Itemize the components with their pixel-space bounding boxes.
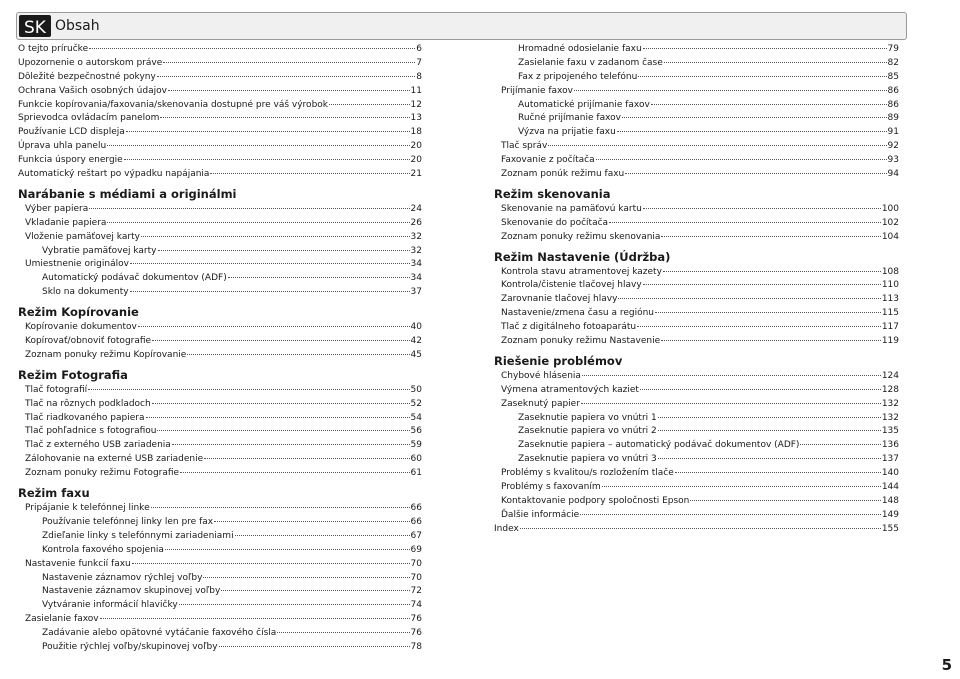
toc-entry-page: 124 bbox=[881, 370, 899, 381]
toc-entry-page: 86 bbox=[887, 85, 899, 96]
toc-entry[interactable] bbox=[494, 425, 899, 439]
toc-entry-page: 12 bbox=[410, 99, 422, 110]
toc-entry-page: 117 bbox=[881, 322, 899, 333]
toc-entry[interactable] bbox=[494, 112, 899, 126]
toc-section-heading: Režim Kopírovanie bbox=[18, 305, 139, 320]
toc-entry[interactable] bbox=[18, 398, 422, 412]
toc-entry[interactable] bbox=[494, 168, 899, 182]
toc-entry-title: Hromadné odosielanie faxu bbox=[518, 44, 642, 54]
toc-section-heading: Režim skenovania bbox=[494, 186, 611, 201]
toc-entry-page: 66 bbox=[410, 516, 422, 527]
toc-entry-page: 11 bbox=[410, 85, 422, 96]
dot-leader bbox=[151, 507, 410, 508]
toc-entry[interactable] bbox=[18, 231, 422, 245]
toc-entry[interactable] bbox=[18, 335, 422, 349]
toc-entry-page: 78 bbox=[410, 641, 422, 652]
toc-entry[interactable] bbox=[494, 154, 899, 168]
dot-leader bbox=[690, 500, 880, 501]
toc-entry[interactable] bbox=[494, 99, 899, 113]
toc-entry-title: Tlač na rôznych podkladoch bbox=[25, 398, 151, 409]
toc-entry[interactable] bbox=[494, 266, 899, 280]
toc-entry-title: Zaseknutie papiera vo vnútri 1 bbox=[518, 412, 657, 423]
toc-entry-page: 60 bbox=[410, 454, 422, 465]
toc-entry-title: Tlač riadkovaného papiera bbox=[25, 412, 145, 423]
toc-entry-page: 42 bbox=[410, 336, 422, 347]
toc-entry[interactable] bbox=[18, 258, 422, 272]
toc-entry-page: 76 bbox=[410, 614, 422, 625]
toc-entry-page: 102 bbox=[881, 217, 899, 228]
toc-entry-page: 45 bbox=[410, 349, 422, 360]
toc-entry-title: Zoznam ponuky režimu skenovania bbox=[501, 231, 661, 242]
toc-entry-title: Fax z pripojeného telefónu bbox=[518, 71, 638, 82]
toc-entry-page: 93 bbox=[887, 155, 899, 166]
dot-leader bbox=[520, 528, 881, 529]
toc-entry-title: Nastavenie záznamov skupinovej voľby bbox=[42, 586, 221, 597]
dot-leader bbox=[152, 340, 409, 341]
toc-entry-page: 56 bbox=[410, 426, 422, 437]
toc-entry[interactable] bbox=[494, 321, 899, 335]
toc-entry[interactable] bbox=[494, 495, 899, 509]
toc-entry-page: 128 bbox=[881, 384, 899, 395]
dot-leader bbox=[618, 298, 880, 299]
dot-leader bbox=[800, 444, 880, 445]
toc-entry-title: Vytváranie informácií hlavičky bbox=[42, 600, 178, 611]
dot-leader bbox=[548, 145, 886, 146]
dot-leader bbox=[602, 486, 881, 487]
toc-entry-title: Zadávanie alebo opätovné vytáčanie faxového čísla bbox=[42, 628, 277, 639]
toc-entry-title: Sprievodca ovládacím panelom bbox=[18, 113, 160, 124]
toc-entry-title: Kontaktovanie podpory spoločnosti Epson bbox=[501, 495, 690, 506]
toc-entry-page: 32 bbox=[410, 231, 422, 242]
toc-entry-title: Zoznam ponuky režimu Kopírovanie bbox=[25, 349, 187, 360]
toc-entry-title: Nastavenie/zmena času a regiónu bbox=[501, 308, 654, 319]
toc-entry[interactable] bbox=[494, 43, 899, 57]
toc-entry-title: Tlač z externého USB zariadenia bbox=[25, 440, 171, 451]
toc-entry-page: 110 bbox=[881, 280, 899, 291]
dot-leader bbox=[658, 417, 881, 418]
toc-entry[interactable] bbox=[18, 516, 422, 530]
toc-entry-title: Kontrola faxového spojenia bbox=[42, 544, 164, 555]
toc-entry-page: 74 bbox=[410, 600, 422, 611]
toc-entry[interactable] bbox=[18, 321, 422, 335]
toc-entry-title: Použitie rýchlej voľby/skupinovej voľby bbox=[42, 641, 218, 652]
toc-entry-title: Kopírovanie dokumentov bbox=[25, 322, 137, 333]
toc-entry-title: Zdieľanie linky s telefónnymi zariadeniami bbox=[42, 530, 234, 541]
toc-entry[interactable] bbox=[494, 523, 899, 537]
toc-entry-page: 69 bbox=[410, 544, 422, 555]
dot-leader bbox=[329, 104, 410, 105]
toc-entry-page: 61 bbox=[410, 468, 422, 479]
toc-entry[interactable] bbox=[494, 85, 899, 99]
toc-entry-title: Ďalšie informácie bbox=[501, 509, 580, 520]
toc-entry-page: 26 bbox=[410, 217, 422, 228]
dot-leader bbox=[157, 76, 415, 77]
toc-entry-page: 54 bbox=[410, 412, 422, 423]
toc-entry-title: Zálohovanie na externé USB zariadenie bbox=[25, 454, 204, 465]
toc-entry[interactable] bbox=[494, 481, 899, 495]
dot-leader bbox=[651, 104, 887, 105]
dot-leader bbox=[658, 430, 881, 431]
dot-leader bbox=[180, 472, 409, 473]
toc-entry-title: Problémy s kvalitou/s rozložením tlače bbox=[501, 468, 674, 479]
toc-entry-title: Tlač správ bbox=[501, 141, 548, 152]
toc-entry[interactable] bbox=[494, 509, 899, 523]
toc-section-heading: Narábanie s médiami a originálmi bbox=[18, 186, 237, 201]
dot-leader bbox=[172, 444, 410, 445]
toc-entry-page: 115 bbox=[881, 308, 899, 319]
toc-entry-title: O tejto príručke bbox=[18, 44, 89, 54]
toc-entry-title: Zoznam ponúk režimu faxu bbox=[501, 169, 625, 180]
toc-entry[interactable] bbox=[494, 335, 899, 349]
toc-entry-page: 94 bbox=[887, 169, 899, 180]
dot-leader bbox=[622, 117, 887, 118]
dot-leader bbox=[640, 389, 881, 390]
toc-entry-title: Index bbox=[494, 523, 519, 534]
toc-section-heading: Režim Fotografia bbox=[18, 367, 128, 382]
dot-leader bbox=[165, 549, 410, 550]
toc-entry-title: Zaseknutie papiera vo vnútri 2 bbox=[518, 426, 657, 437]
toc-entry-page: 52 bbox=[410, 398, 422, 409]
toc-entry-page: 34 bbox=[410, 259, 422, 270]
toc-entry-page: 8 bbox=[416, 71, 422, 82]
toc-entry-title: Pripájanie k telefónnej linke bbox=[25, 503, 150, 514]
dot-leader bbox=[203, 577, 409, 578]
toc-entry-page: 119 bbox=[881, 336, 899, 347]
toc-entry-page: 6 bbox=[416, 44, 422, 54]
dot-leader bbox=[88, 389, 409, 390]
toc-entry-page: 82 bbox=[887, 57, 899, 68]
toc-entry[interactable] bbox=[494, 412, 899, 426]
toc-column-right bbox=[494, 43, 899, 537]
toc-entry-page: 59 bbox=[410, 440, 422, 451]
toc-entry[interactable] bbox=[18, 43, 422, 57]
toc-entry[interactable] bbox=[494, 307, 899, 321]
toc-entry[interactable] bbox=[494, 203, 899, 217]
toc-entry[interactable] bbox=[18, 168, 422, 182]
toc-entry[interactable] bbox=[18, 112, 422, 126]
toc-entry[interactable] bbox=[18, 217, 422, 231]
toc-entry-title: Umiestnenie originálov bbox=[25, 259, 129, 270]
toc-entry-title: Funkcia úspory energie bbox=[18, 155, 123, 166]
toc-entry-title: Zaseknutie papiera – automatický podávač dokumentov (ADF) bbox=[518, 440, 800, 451]
dot-leader bbox=[168, 90, 410, 91]
toc-column-left bbox=[18, 43, 422, 655]
toc-entry[interactable] bbox=[18, 502, 422, 516]
toc-entry[interactable] bbox=[18, 245, 422, 259]
page-number: 5 bbox=[941, 656, 952, 674]
toc-entry-page: 20 bbox=[410, 141, 422, 152]
dot-leader bbox=[138, 326, 410, 327]
dot-leader bbox=[228, 277, 410, 278]
toc-entry-title: Nastavenie záznamov rýchlej voľby bbox=[42, 572, 203, 583]
toc-entry-title: Skenovanie do počítača bbox=[501, 217, 609, 228]
dot-leader bbox=[157, 430, 409, 431]
dot-leader bbox=[663, 271, 881, 272]
toc-entry-title: Tlač pohľadnice s fotografiou bbox=[25, 426, 157, 437]
dot-leader bbox=[179, 604, 410, 605]
toc-entry[interactable] bbox=[18, 412, 422, 426]
toc-entry-title: Nastavenie funkcií faxu bbox=[25, 558, 131, 569]
toc-entry[interactable] bbox=[18, 558, 422, 572]
toc-entry-page: 21 bbox=[410, 169, 422, 180]
toc-entry-title: Chybové hlásenia bbox=[501, 370, 581, 381]
toc-entry-page: 137 bbox=[881, 454, 899, 465]
dot-leader bbox=[158, 250, 410, 251]
dot-leader bbox=[661, 236, 880, 237]
toc-entry-title: Kontrola stavu atramentovej kazety bbox=[501, 266, 662, 277]
toc-entry[interactable] bbox=[494, 467, 899, 481]
toc-entry[interactable] bbox=[494, 453, 899, 467]
dot-leader bbox=[643, 48, 887, 49]
toc-entry[interactable] bbox=[18, 126, 422, 140]
toc-entry-title: Používanie LCD displeja bbox=[18, 127, 125, 138]
toc-entry-title: Kontrola/čistenie tlačovej hlavy bbox=[501, 280, 642, 291]
toc-entry-page: 13 bbox=[410, 113, 422, 124]
dot-leader bbox=[277, 632, 409, 633]
toc-entry-title: Automatický podávač dokumentov (ADF) bbox=[42, 273, 227, 284]
toc-entry[interactable] bbox=[494, 279, 899, 293]
toc-entry-title: Tlač fotografií bbox=[25, 384, 88, 395]
dot-leader bbox=[661, 340, 881, 341]
toc-entry-title: Problémy s faxovaním bbox=[501, 482, 601, 493]
toc-entry-page: 132 bbox=[881, 398, 899, 409]
dot-leader bbox=[152, 403, 410, 404]
dot-leader bbox=[204, 458, 409, 459]
toc-entry[interactable] bbox=[18, 85, 422, 99]
toc-entry-title: Kopírovať/obnoviť fotografie bbox=[25, 336, 152, 347]
toc-entry-page: 89 bbox=[887, 113, 899, 124]
dot-leader bbox=[107, 222, 409, 223]
dot-leader bbox=[124, 159, 410, 160]
dot-leader bbox=[89, 208, 409, 209]
toc-entry-page: 140 bbox=[881, 468, 899, 479]
toc-entry[interactable] bbox=[18, 572, 422, 586]
toc-entry[interactable] bbox=[494, 126, 899, 140]
dot-leader bbox=[582, 375, 881, 376]
dot-leader bbox=[146, 417, 410, 418]
toc-entry-title: Výmena atramentových kaziet bbox=[501, 384, 639, 395]
toc-entry-page: 148 bbox=[881, 495, 899, 506]
dot-leader bbox=[596, 159, 887, 160]
toc-entry[interactable] bbox=[494, 57, 899, 71]
toc-entry[interactable] bbox=[18, 641, 422, 655]
dot-leader bbox=[221, 590, 409, 591]
dot-leader bbox=[609, 222, 881, 223]
toc-entry-title: Zaseknutý papier bbox=[501, 398, 580, 409]
toc-entry-page: 40 bbox=[410, 322, 422, 333]
toc-entry[interactable] bbox=[18, 203, 422, 217]
dot-leader bbox=[581, 403, 881, 404]
toc-entry-title: Automatické prijímanie faxov bbox=[518, 99, 650, 110]
toc-entry[interactable] bbox=[18, 286, 422, 300]
toc-entry-page: 37 bbox=[410, 287, 422, 298]
dot-leader bbox=[107, 145, 409, 146]
toc-entry-page: 50 bbox=[410, 384, 422, 395]
toc-section-heading: Režim Nastavenie (Údržba) bbox=[494, 249, 671, 264]
toc-entry-page: 72 bbox=[410, 586, 422, 597]
toc-entry-title: Úprava uhla panelu bbox=[18, 141, 107, 152]
toc-entry-page: 155 bbox=[881, 523, 899, 534]
toc-entry[interactable] bbox=[18, 544, 422, 558]
toc-entry-title: Dôležité bezpečnostné pokyny bbox=[18, 71, 156, 82]
toc-entry[interactable] bbox=[18, 585, 422, 599]
toc-entry[interactable] bbox=[18, 57, 422, 71]
toc-entry[interactable] bbox=[18, 599, 422, 613]
toc-entry-page: 149 bbox=[881, 509, 899, 520]
dot-leader bbox=[643, 284, 881, 285]
dot-leader bbox=[574, 90, 887, 91]
toc-entry-page: 66 bbox=[410, 503, 422, 514]
dot-leader bbox=[580, 514, 881, 515]
toc-entry-page: 144 bbox=[881, 482, 899, 493]
toc-entry[interactable] bbox=[494, 231, 899, 245]
toc-entry[interactable] bbox=[494, 384, 899, 398]
dot-leader bbox=[655, 312, 881, 313]
dot-leader bbox=[617, 131, 887, 132]
toc-entry-page: 86 bbox=[887, 99, 899, 110]
toc-entry-page: 113 bbox=[881, 294, 899, 305]
toc-entry[interactable] bbox=[18, 71, 422, 85]
toc-entry-page: 32 bbox=[410, 245, 422, 256]
toc-entry[interactable] bbox=[494, 370, 899, 384]
toc-entry-title: Výber papiera bbox=[25, 203, 89, 214]
dot-leader bbox=[643, 208, 881, 209]
toc-entry-title: Zasielanie faxov bbox=[25, 614, 99, 625]
toc-entry-title: Tlač z digitálneho fotoaparátu bbox=[501, 322, 637, 333]
toc-entry-title: Vybratie pamäťovej karty bbox=[42, 245, 157, 256]
toc-entry-title: Automatický reštart po výpadku napájania bbox=[18, 169, 210, 180]
toc-entry-page: 132 bbox=[881, 412, 899, 423]
toc-entry-title: Ochrana Vašich osobných údajov bbox=[18, 85, 167, 96]
toc-entry-page: 104 bbox=[881, 231, 899, 242]
toc-entry-title: Upozornenie o autorskom práve bbox=[18, 57, 163, 68]
toc-entry-page: 24 bbox=[410, 203, 422, 214]
toc-entry-title: Ručné prijímanie faxov bbox=[518, 113, 621, 124]
dot-leader bbox=[141, 236, 410, 237]
toc-entry-title: Zoznam ponuky režimu Fotografie bbox=[25, 468, 180, 479]
toc-entry-title: Výzva na prijatie faxu bbox=[518, 127, 616, 138]
toc-entry[interactable] bbox=[18, 272, 422, 286]
toc-entry-page: 34 bbox=[410, 273, 422, 284]
toc-entry-page: 76 bbox=[410, 628, 422, 639]
toc-entry[interactable] bbox=[494, 439, 899, 453]
toc-entry[interactable] bbox=[18, 99, 422, 113]
toc-entry-page: 79 bbox=[887, 44, 899, 54]
toc-entry[interactable] bbox=[18, 140, 422, 154]
toc-entry-page: 18 bbox=[410, 127, 422, 138]
toc-entry-title: Prijímanie faxov bbox=[501, 85, 573, 96]
dot-leader bbox=[235, 535, 410, 536]
toc-entry-page: 70 bbox=[410, 558, 422, 569]
dot-leader bbox=[219, 646, 410, 647]
toc-entry[interactable] bbox=[494, 140, 899, 154]
toc-entry[interactable] bbox=[18, 613, 422, 627]
toc-entry-title: Zarovnanie tlačovej hlavy bbox=[501, 294, 618, 305]
toc-entry-title: Vloženie pamäťovej karty bbox=[25, 231, 140, 242]
toc-entry-page: 136 bbox=[881, 440, 899, 451]
toc-entry[interactable] bbox=[18, 439, 422, 453]
dot-leader bbox=[126, 131, 410, 132]
dot-leader bbox=[163, 62, 415, 63]
toc-entry-title: Skenovanie na pamäťovú kartu bbox=[501, 203, 642, 214]
toc-entry-page: 108 bbox=[881, 266, 899, 277]
toc-entry-page: 20 bbox=[410, 155, 422, 166]
toc-header bbox=[16, 12, 907, 40]
toc-entry-page: 67 bbox=[410, 530, 422, 541]
dot-leader bbox=[210, 173, 409, 174]
toc-entry-page: 100 bbox=[881, 203, 899, 214]
dot-leader bbox=[132, 563, 410, 564]
toc-entry-page: 7 bbox=[416, 57, 422, 68]
toc-entry[interactable] bbox=[18, 453, 422, 467]
dot-leader bbox=[187, 354, 409, 355]
toc-entry-title: Faxovanie z počítača bbox=[501, 155, 595, 166]
toc-entry[interactable] bbox=[494, 293, 899, 307]
toc-entry-page: 92 bbox=[887, 141, 899, 152]
toc-entry-title: Funkcie kopírovania/faxovania/skenovania dostupné pre váš výrobok bbox=[18, 99, 328, 110]
toc-entry[interactable] bbox=[18, 349, 422, 363]
dot-leader bbox=[664, 62, 887, 63]
dot-leader bbox=[130, 263, 410, 264]
dot-leader bbox=[100, 618, 410, 619]
dot-leader bbox=[89, 48, 415, 49]
dot-leader bbox=[658, 458, 881, 459]
dot-leader bbox=[214, 521, 409, 522]
toc-entry[interactable] bbox=[18, 627, 422, 641]
toc-entry[interactable] bbox=[494, 71, 899, 85]
toc-entry-title: Používanie telefónnej linky len pre fax bbox=[42, 516, 214, 527]
toc-entry[interactable] bbox=[494, 398, 899, 412]
toc-entry[interactable] bbox=[18, 154, 422, 168]
dot-leader bbox=[638, 76, 886, 77]
page-title: Obsah bbox=[54, 18, 100, 34]
language-code: SK bbox=[19, 15, 51, 37]
toc-entry[interactable] bbox=[18, 467, 422, 481]
toc-entry-page: 70 bbox=[410, 572, 422, 583]
toc-entry-title: Zoznam ponuky režimu Nastavenie bbox=[501, 336, 661, 347]
dot-leader bbox=[637, 326, 881, 327]
toc-entry[interactable] bbox=[18, 425, 422, 439]
toc-entry-page: 135 bbox=[881, 426, 899, 437]
toc-entry-title: Vkladanie papiera bbox=[25, 217, 107, 228]
toc-section-heading: Riešenie problémov bbox=[494, 353, 623, 368]
dot-leader bbox=[160, 117, 409, 118]
dot-leader bbox=[130, 291, 410, 292]
toc-entry-title: Sklo na dokumenty bbox=[42, 287, 129, 298]
dot-leader bbox=[675, 472, 881, 473]
toc-entry-page: 85 bbox=[887, 71, 899, 82]
toc-entry[interactable] bbox=[494, 217, 899, 231]
toc-entry-page: 91 bbox=[887, 127, 899, 138]
toc-section-heading: Režim faxu bbox=[18, 486, 90, 501]
toc-entry[interactable] bbox=[18, 384, 422, 398]
toc-entry-title: Zasielanie faxu v zadanom čase bbox=[518, 57, 663, 68]
toc-entry[interactable] bbox=[18, 530, 422, 544]
dot-leader bbox=[625, 173, 886, 174]
toc-entry-title: Zaseknutie papiera vo vnútri 3 bbox=[518, 454, 657, 465]
